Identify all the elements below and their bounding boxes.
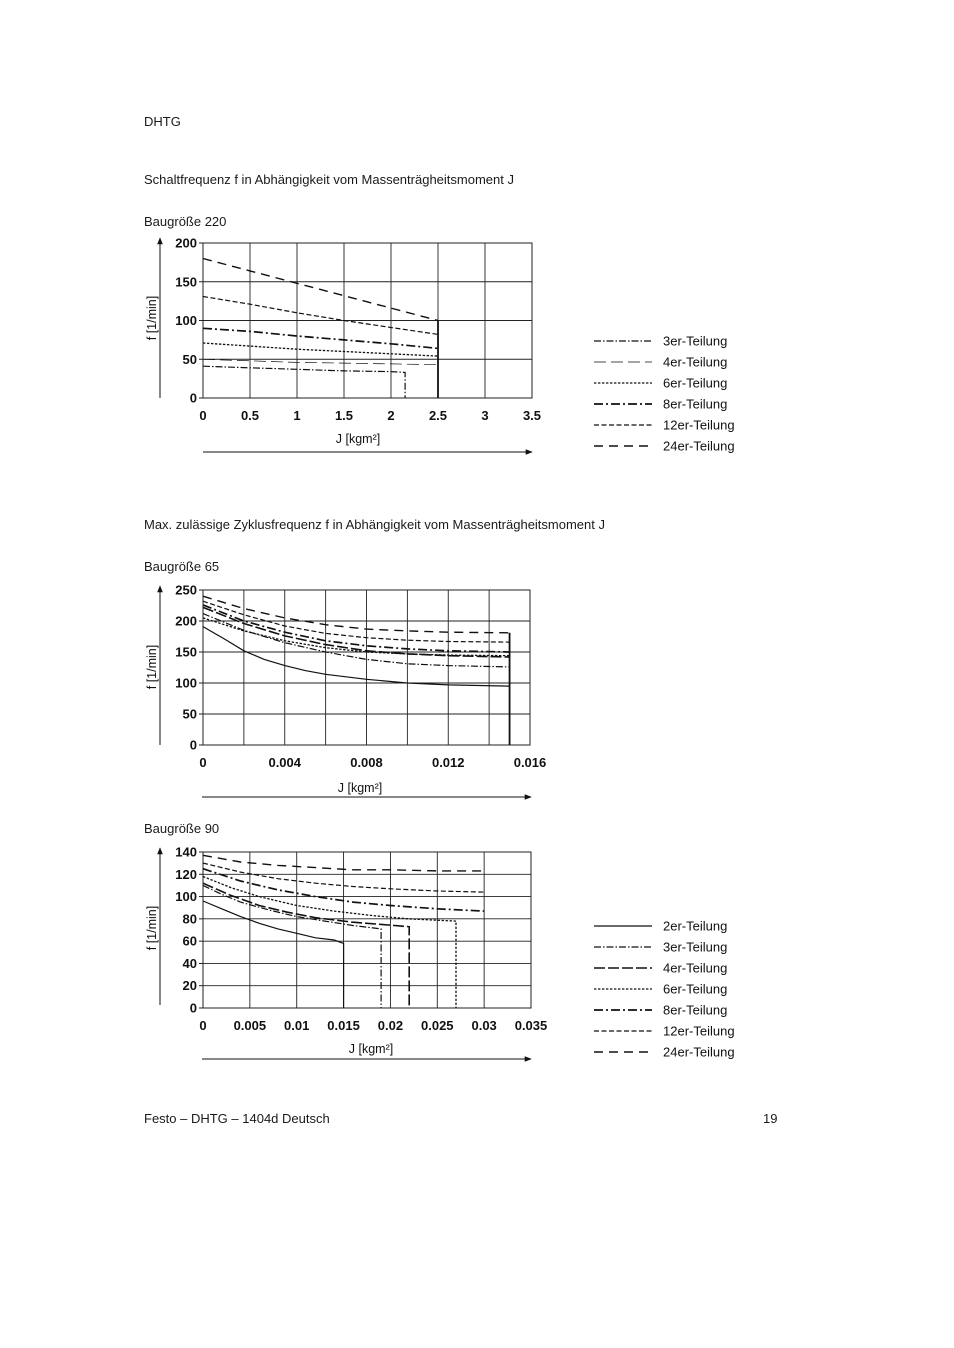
x-axis-label: J [kgm²]	[337, 781, 383, 795]
x-tick-label: 2	[387, 408, 395, 423]
legend-item	[594, 1024, 735, 1039]
legend-item	[594, 334, 727, 349]
y-tick-label: 200	[175, 235, 197, 251]
y-tick-label: 140	[175, 844, 197, 860]
chart-title-size-90: Baugröße 90	[144, 821, 220, 836]
legend	[594, 919, 735, 1060]
legend-label: 4er-Teilung	[663, 960, 728, 976]
section-title-switching-frequency: Schaltfrequenz f in Abhängigkeit vom Massenträgheitsmoment J	[144, 172, 514, 187]
series-line-1	[203, 614, 510, 667]
series-line-4er-teilung	[203, 359, 438, 364]
y-tick-label: 50	[182, 706, 197, 722]
y-tick-label: 40	[182, 955, 197, 971]
legend-item	[594, 418, 735, 433]
x-tick-label: 0.008	[350, 755, 383, 770]
legend-label: 3er-Teilung	[663, 333, 728, 349]
y-tick-label: 250	[175, 582, 197, 598]
x-tick-label: 0.01	[284, 1018, 310, 1033]
chart-title-size-65: Baugröße 65	[144, 559, 220, 574]
series-line-6	[203, 596, 510, 633]
x-tick-label: 0.5	[240, 408, 260, 423]
y-axis-label: f [1/min]	[145, 905, 159, 951]
footer-publication: Festo – DHTG – 1404d Deutsch	[144, 1111, 330, 1126]
y-tick-label: 0	[189, 1000, 197, 1016]
x-tick-label: 3	[481, 408, 489, 423]
y-axis-label: f [1/min]	[145, 295, 159, 341]
legend-item	[594, 397, 727, 412]
y-tick-label: 150	[175, 644, 197, 660]
x-tick-label: 0	[199, 755, 207, 770]
section-title-cycle-frequency: Max. zulässige Zyklusfrequenz f in Abhängigkeit vom Massenträgheitsmoment J	[144, 517, 605, 532]
legend-item	[594, 961, 727, 976]
chart-title-size-220: Baugröße 220	[144, 214, 227, 229]
x-tick-label: 3.5	[522, 408, 542, 423]
x-tick-label: 0.012	[431, 755, 465, 770]
y-tick-label: 100	[175, 675, 197, 691]
x-tick-label: 0.005	[233, 1018, 267, 1033]
legend-item	[594, 940, 727, 955]
legend	[594, 334, 735, 454]
x-tick-label: 0.004	[268, 755, 302, 770]
y-tick-label: 80	[182, 911, 197, 927]
legend-item	[594, 439, 735, 454]
legend-label: 3er-Teilung	[663, 939, 728, 955]
x-tick-label: 0.035	[514, 1018, 548, 1033]
y-axis-label: f [1/min]	[145, 644, 159, 690]
legend-label: 12er-Teilung	[663, 1023, 735, 1039]
x-tick-label: 0.02	[377, 1018, 404, 1033]
y-tick-label: 120	[175, 866, 197, 882]
x-tick-label: 1.5	[334, 408, 354, 423]
y-tick-label: 20	[182, 978, 197, 994]
x-tick-label: 0	[199, 408, 207, 423]
series-line-4er-teilung	[203, 883, 409, 1008]
legend-item	[594, 376, 727, 391]
legend-item	[594, 982, 727, 997]
x-tick-label: 0	[199, 1018, 207, 1033]
plot-frame	[203, 852, 531, 1008]
legend-label: 8er-Teilung	[663, 1002, 728, 1018]
series-line-2er-teilung	[203, 901, 344, 1008]
series-line-3er-teilung	[203, 366, 405, 398]
chart-1	[145, 583, 546, 798]
legend-label: 8er-Teilung	[663, 396, 728, 412]
page-number: 19	[763, 1111, 778, 1126]
series-line-24er-teilung	[203, 259, 438, 321]
legend-item	[594, 1003, 727, 1018]
legend-label: 24er-Teilung	[663, 1044, 735, 1060]
y-tick-label: 0	[189, 737, 197, 753]
x-tick-label: 0.016	[513, 755, 547, 770]
document-header: DHTG	[144, 114, 181, 129]
chart-0	[145, 236, 735, 454]
x-tick-label: 0.015	[327, 1018, 360, 1033]
series-line-5	[203, 601, 510, 642]
y-tick-label: 50	[182, 351, 197, 367]
legend-label: 6er-Teilung	[663, 981, 728, 997]
y-tick-label: 100	[175, 313, 197, 328]
legend-label: 12er-Teilung	[663, 417, 735, 433]
y-tick-label: 150	[175, 274, 197, 290]
x-axis-label: J [kgm²]	[348, 1042, 394, 1056]
y-tick-label: 200	[175, 613, 197, 629]
x-tick-label: 0.025	[421, 1018, 454, 1033]
y-tick-label: 0	[189, 390, 197, 406]
y-tick-label: 60	[182, 933, 197, 949]
legend-item	[594, 355, 727, 370]
legend-label: 4er-Teilung	[663, 354, 728, 370]
legend-item	[594, 1045, 735, 1060]
legend-label: 6er-Teilung	[663, 375, 728, 391]
x-tick-label: 1	[293, 408, 301, 423]
x-tick-label: 2.5	[428, 408, 448, 423]
series-line-8er-teilung	[203, 328, 438, 348]
x-axis-label: J [kgm²]	[335, 432, 381, 446]
series-line-12er-teilung	[203, 297, 438, 335]
legend-item	[594, 919, 727, 934]
y-tick-label: 100	[175, 889, 197, 905]
chart-2	[145, 845, 735, 1060]
legend-label: 24er-Teilung	[663, 438, 735, 454]
legend-label: 2er-Teilung	[663, 918, 728, 934]
x-tick-label: 0.03	[471, 1018, 497, 1033]
